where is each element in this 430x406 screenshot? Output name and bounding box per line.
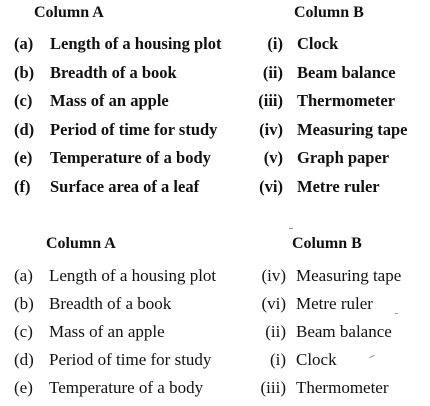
item-text: Breadth of a book bbox=[49, 294, 172, 313]
item-label: (b) bbox=[14, 294, 34, 313]
item-label: (f) bbox=[14, 177, 31, 196]
match-text: Clock bbox=[296, 350, 337, 369]
column-a-header: Column A bbox=[46, 235, 116, 252]
match-label: (iv) bbox=[261, 266, 286, 285]
table-row bbox=[0, 378, 430, 402]
match-text: Metre ruler bbox=[296, 294, 373, 313]
table-row bbox=[0, 266, 430, 290]
column-b-header: Column B bbox=[292, 235, 362, 252]
match-label: (v) bbox=[263, 148, 283, 167]
match-label: (iii) bbox=[258, 91, 283, 110]
item-label: (a) bbox=[14, 266, 33, 285]
match-label: (vi) bbox=[261, 294, 286, 313]
match-text: Graph paper bbox=[297, 148, 390, 167]
table-row bbox=[0, 294, 430, 318]
item-label: (c) bbox=[14, 91, 33, 110]
item-text: Mass of an apple bbox=[49, 322, 165, 341]
table-row bbox=[0, 63, 430, 87]
item-label: (e) bbox=[14, 148, 33, 167]
match-label: (iii) bbox=[260, 378, 286, 397]
match-label: (i) bbox=[267, 34, 283, 53]
match-text: Thermometer bbox=[296, 378, 389, 397]
table-row bbox=[0, 350, 430, 374]
item-text: Length of a housing plot bbox=[49, 266, 217, 285]
item-label: (b) bbox=[14, 63, 35, 82]
match-label: (ii) bbox=[265, 322, 286, 341]
item-label: (a) bbox=[14, 34, 34, 53]
match-text: Metre ruler bbox=[297, 177, 380, 196]
match-label: (vi) bbox=[259, 177, 283, 196]
item-text: Temperature of a body bbox=[49, 378, 204, 397]
item-label: (e) bbox=[14, 378, 33, 397]
item-text: Temperature of a body bbox=[50, 148, 211, 167]
match-text: Beam balance bbox=[297, 63, 396, 82]
item-text: Period of time for study bbox=[50, 120, 218, 139]
scan-speck bbox=[395, 313, 398, 314]
table-row bbox=[0, 148, 430, 172]
item-text: Breadth of a book bbox=[50, 63, 177, 82]
table-row bbox=[0, 177, 430, 201]
item-text: Mass of an apple bbox=[50, 91, 169, 110]
table-row bbox=[0, 91, 430, 115]
scan-speck bbox=[289, 228, 293, 229]
match-label: (ii) bbox=[262, 63, 283, 82]
item-label: (d) bbox=[14, 350, 34, 369]
table-row bbox=[0, 34, 430, 58]
match-text: Clock bbox=[297, 34, 339, 53]
table-row bbox=[0, 120, 430, 144]
item-text: Surface area of a leaf bbox=[50, 177, 200, 196]
item-text: Period of time for study bbox=[49, 350, 212, 369]
item-text: Length of a housing plot bbox=[50, 34, 222, 53]
match-text: Measuring tape bbox=[297, 120, 408, 139]
item-label: (c) bbox=[14, 322, 33, 341]
column-b-header: Column B bbox=[294, 4, 364, 21]
match-label: (iv) bbox=[259, 120, 283, 139]
match-text: Measuring tape bbox=[296, 266, 402, 285]
column-a-header: Column A bbox=[34, 4, 104, 21]
match-text: Thermometer bbox=[297, 91, 396, 110]
table-row bbox=[0, 322, 430, 346]
match-label: (i) bbox=[269, 350, 286, 369]
match-text: Beam balance bbox=[296, 322, 392, 341]
item-label: (d) bbox=[14, 120, 35, 139]
